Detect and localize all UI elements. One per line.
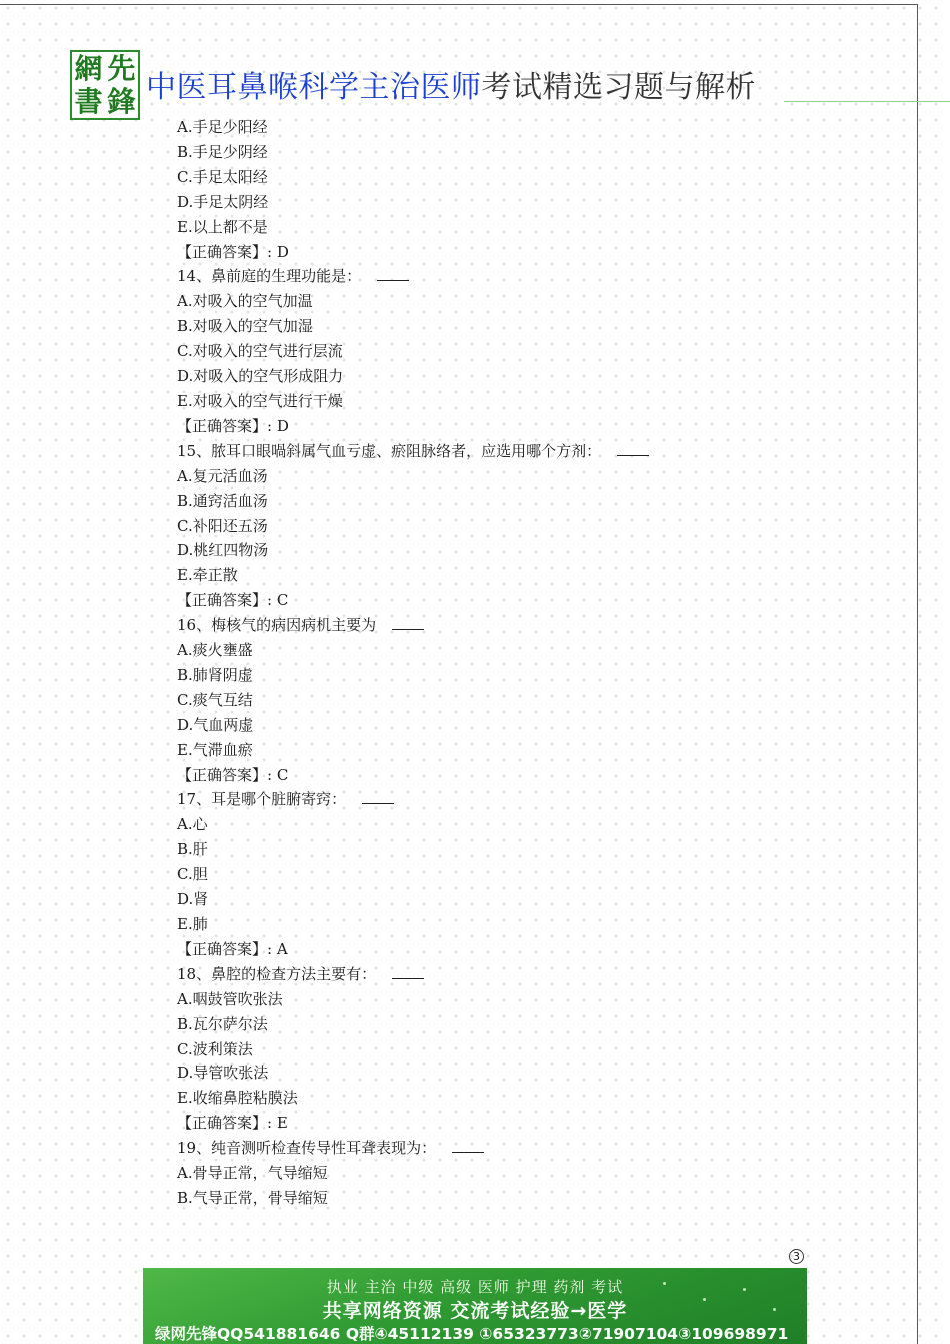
question-line [177,987,877,1012]
line-text: 17、耳是哪个脏腑寄窍： [177,790,347,809]
question-line [177,364,877,389]
page-title [146,68,756,108]
line-text: A.对吸入的空气加温 [177,292,313,311]
answer-blank [362,789,394,804]
line-text: 19、纯音测听检查传导性耳聋表现为： [177,1139,437,1158]
question-line [177,738,877,763]
logo-char: 網 [74,51,103,85]
page-number: 3 [789,1249,804,1264]
question-line [177,1061,877,1086]
question-line [177,962,877,987]
question-line [177,314,877,339]
line-text: E.对吸入的空气进行干燥 [177,391,343,410]
line-text: B.气导正常，骨导缩短 [177,1188,328,1207]
question-line [177,339,877,364]
line-text: D.对吸入的空气形成阻力 [177,367,344,386]
question-line [177,638,877,663]
title-suffix: 考试精选习题与解析 [481,70,756,105]
question-line [177,1161,877,1186]
line-text: D.肾 [177,890,209,909]
line-text: A.骨导正常，气导缩短 [177,1164,328,1183]
site-logo [70,50,140,120]
question-line [177,165,877,190]
answer-line [177,763,877,788]
line-text: A.痰火壅盛 [177,641,253,660]
question-line [177,613,877,638]
answer-line [177,937,877,962]
line-text: C.补阳还五汤 [177,516,268,535]
line-text: 【正确答案】: C [177,765,289,784]
answer-line [177,588,877,613]
page-frame-top [0,4,918,5]
line-text: D.手足太阴经 [177,192,269,211]
question-line [177,1012,877,1037]
line-text: E.收缩鼻腔粘膜法 [177,1089,298,1108]
logo-char: 鋒 [107,84,136,118]
line-text: D.气血两虚 [177,715,254,734]
question-line [177,1136,877,1161]
answer-blank [392,964,424,979]
answer-blank [617,441,649,456]
footer-contact: 绿网先锋QQ541881646 Q群④45112139 ①65323773②71907104③109698971 [155,1325,789,1343]
line-text: A.心 [177,815,208,834]
question-line [177,115,877,140]
line-text: 【正确答案】: E [177,1114,288,1133]
line-text: B.肝 [177,840,208,859]
logo-char: 先 [107,51,136,85]
question-line [177,140,877,165]
line-text: A.手足少阳经 [177,118,268,136]
line-text: 15、脓耳口眼喎斜属气血亏虚、瘀阻脉络者，应选用哪个方剂： [177,441,602,460]
line-text: D.导管吹张法 [177,1064,269,1083]
answer-blank [452,1138,484,1153]
line-text: C.胆 [177,865,208,884]
header-divider [784,101,950,102]
question-line [177,489,877,514]
question-line [177,464,877,489]
line-text: B.手足少阴经 [177,142,268,161]
question-line [177,837,877,862]
question-line [177,389,877,414]
line-text: 14、鼻前庭的生理功能是： [177,267,362,286]
question-line [177,289,877,314]
line-text: 【正确答案】: A [177,939,288,958]
line-text: C.手足太阳经 [177,167,268,186]
question-line [177,713,877,738]
question-line [177,812,877,837]
line-text: C.对吸入的空气进行层流 [177,342,343,361]
line-text: 【正确答案】: D [177,242,289,261]
line-text: D.桃红四物汤 [177,541,269,560]
answer-line [177,414,877,439]
answer-line [177,1111,877,1136]
question-line [177,1037,877,1062]
question-line [177,1186,877,1211]
line-text: C.痰气互结 [177,690,253,709]
line-text: B.通窍活血汤 [177,491,268,510]
question-line [177,1086,877,1111]
line-text: C.波利策法 [177,1039,253,1058]
question-line [177,514,877,539]
line-text: B.瓦尔萨尔法 [177,1014,268,1033]
line-text: E.牵正散 [177,566,238,585]
question-line [177,538,877,563]
title-subject: 中医耳鼻喉科学主治医师 [146,70,482,105]
footer-exam-types: 执业 主治 中级 高级 医师 护理 药剂 考试 [326,1278,624,1296]
line-text: B.对吸入的空气加湿 [177,317,313,336]
question-line [177,439,877,464]
line-text: 18、鼻腔的检查方法主要有： [177,964,377,983]
answer-blank [392,615,424,630]
line-text: 16、梅核气的病因病机主要为 [177,616,377,635]
question-line [177,215,877,240]
question-line [177,912,877,937]
question-line [177,688,877,713]
answer-line [177,240,877,265]
line-text: A.咽鼓管吹张法 [177,989,283,1008]
line-text: E.以上都不是 [177,217,268,236]
question-line [177,787,877,812]
question-line [177,563,877,588]
question-line [177,264,877,289]
question-list [177,115,877,1211]
question-line [177,663,877,688]
line-text: 【正确答案】: C [177,591,289,610]
question-line [177,190,877,215]
footer-banner [143,1268,807,1344]
line-text: 【正确答案】: D [177,416,289,435]
line-text: E.气滞血瘀 [177,740,253,759]
page-frame-right [917,4,918,1344]
question-line [177,862,877,887]
line-text: A.复元活血汤 [177,466,268,485]
question-line [177,887,877,912]
line-text: E.肺 [177,915,208,933]
line-text: B.肺肾阴虚 [177,665,253,684]
logo-char: 書 [74,84,103,118]
footer-slogan: 共享网络资源 交流考试经验→医学 [322,1300,628,1322]
answer-blank [377,266,409,281]
